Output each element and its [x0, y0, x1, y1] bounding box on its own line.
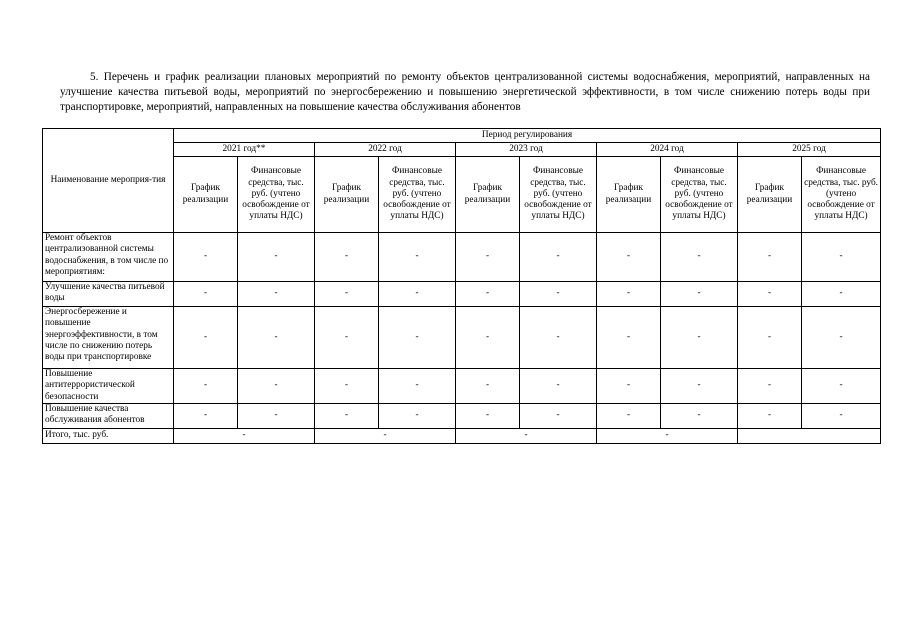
total-cell: -	[456, 428, 597, 443]
table-cell: -	[238, 282, 315, 307]
table-row	[43, 307, 881, 369]
period-header: Период регулирования	[174, 129, 881, 143]
table-cell: -	[456, 233, 520, 282]
table-cell: -	[456, 282, 520, 307]
table-cell: -	[597, 403, 661, 428]
total-cell	[738, 428, 881, 443]
total-cell: -	[315, 428, 456, 443]
year-header: 2023 год	[456, 143, 597, 157]
table-cell: -	[738, 369, 802, 404]
table-cell: -	[174, 403, 238, 428]
table-cell: -	[315, 369, 379, 404]
table-cell: -	[738, 282, 802, 307]
year-header: 2022 год	[315, 143, 456, 157]
table-cell: -	[315, 233, 379, 282]
total-row	[43, 428, 881, 443]
table-cell: -	[802, 233, 881, 282]
finance-header: Финансовые средства, тыс. руб. (учтено освобождение от уплаты НДС)	[661, 157, 738, 233]
table-cell: -	[520, 369, 597, 404]
table-cell: -	[174, 282, 238, 307]
table-cell: -	[379, 369, 456, 404]
table-cell: -	[597, 307, 661, 369]
table-cell: -	[379, 282, 456, 307]
table-cell: -	[661, 233, 738, 282]
table-cell: -	[238, 369, 315, 404]
table-cell: -	[661, 282, 738, 307]
table-cell: -	[597, 282, 661, 307]
finance-header: Финансовые средства, тыс. руб. (учтено освобождение от уплаты НДС)	[802, 157, 881, 233]
schedule-header: График реализации	[174, 157, 238, 233]
table-cell: -	[661, 369, 738, 404]
schedule-header: График реализации	[738, 157, 802, 233]
total-label: Итого, тыс. руб.	[43, 428, 174, 443]
table-cell: -	[802, 282, 881, 307]
finance-header: Финансовые средства, тыс. руб. (учтено освобождение от уплаты НДС)	[379, 157, 456, 233]
year-header: 2024 год	[597, 143, 738, 157]
schedule-header: График реализации	[597, 157, 661, 233]
table-cell: -	[520, 307, 597, 369]
year-header: 2021 год**	[174, 143, 315, 157]
table-cell: -	[597, 369, 661, 404]
table-cell: -	[520, 282, 597, 307]
schedule-header: График реализации	[456, 157, 520, 233]
table-cell: -	[238, 307, 315, 369]
table-row	[43, 369, 881, 404]
table-cell: -	[379, 307, 456, 369]
table-cell: -	[174, 233, 238, 282]
table-cell: -	[379, 233, 456, 282]
table-cell: -	[738, 233, 802, 282]
table-cell: -	[315, 282, 379, 307]
activity-name-header: Наименование мероприя-тия	[43, 129, 174, 233]
table-cell: -	[456, 403, 520, 428]
table-cell: -	[315, 403, 379, 428]
table-cell: -	[661, 307, 738, 369]
table-cell: -	[456, 369, 520, 404]
row-label: Энергосбережение и повышение энергоэффективности, в том числе по снижению потерь воды при транспортировке	[43, 307, 174, 369]
activities-schedule-table	[42, 128, 881, 444]
table-cell: -	[379, 403, 456, 428]
section-heading: 5. Перечень и график реализации плановых мероприятий по ремонту объектов централизованной системы водоснабжения, мероприятий, направленных на улучшение качества питьевой воды, мероприятий по энергосбережению и повышению энергетической эффективности, в том числе снижению потерь воды при транспортировке, мероприятий, направленных на повышение качества обслуживания абонентов	[60, 71, 870, 113]
total-cell: -	[597, 428, 738, 443]
table-cell: -	[802, 369, 881, 404]
finance-header: Финансовые средства, тыс. руб. (учтено освобождение от уплаты НДС)	[238, 157, 315, 233]
row-label: Улучшение качества питьевой воды	[43, 282, 174, 307]
table-row	[43, 233, 881, 282]
row-label: Повышение антитеррористической безопасности	[43, 369, 174, 404]
year-header: 2025 год	[738, 143, 881, 157]
table-cell: -	[174, 369, 238, 404]
row-label: Ремонт объектов централизованной системы водоснабжения, в том числе по мероприятиям:	[43, 233, 174, 282]
row-label: Повышение качества обслуживания абонентов	[43, 403, 174, 428]
table-row	[43, 403, 881, 428]
table-cell: -	[520, 233, 597, 282]
table-cell: -	[315, 307, 379, 369]
total-cell: -	[174, 428, 315, 443]
table-cell: -	[738, 403, 802, 428]
finance-header: Финансовые средства, тыс. руб. (учтено освобождение от уплаты НДС)	[520, 157, 597, 233]
table-cell: -	[802, 403, 881, 428]
table-cell: -	[802, 307, 881, 369]
table-cell: -	[597, 233, 661, 282]
table-row	[43, 282, 881, 307]
table-cell: -	[456, 307, 520, 369]
table-cell: -	[238, 233, 315, 282]
table-cell: -	[661, 403, 738, 428]
schedule-header: График реализации	[315, 157, 379, 233]
table-cell: -	[520, 403, 597, 428]
table-cell: -	[238, 403, 315, 428]
table-cell: -	[174, 307, 238, 369]
table-cell: -	[738, 307, 802, 369]
